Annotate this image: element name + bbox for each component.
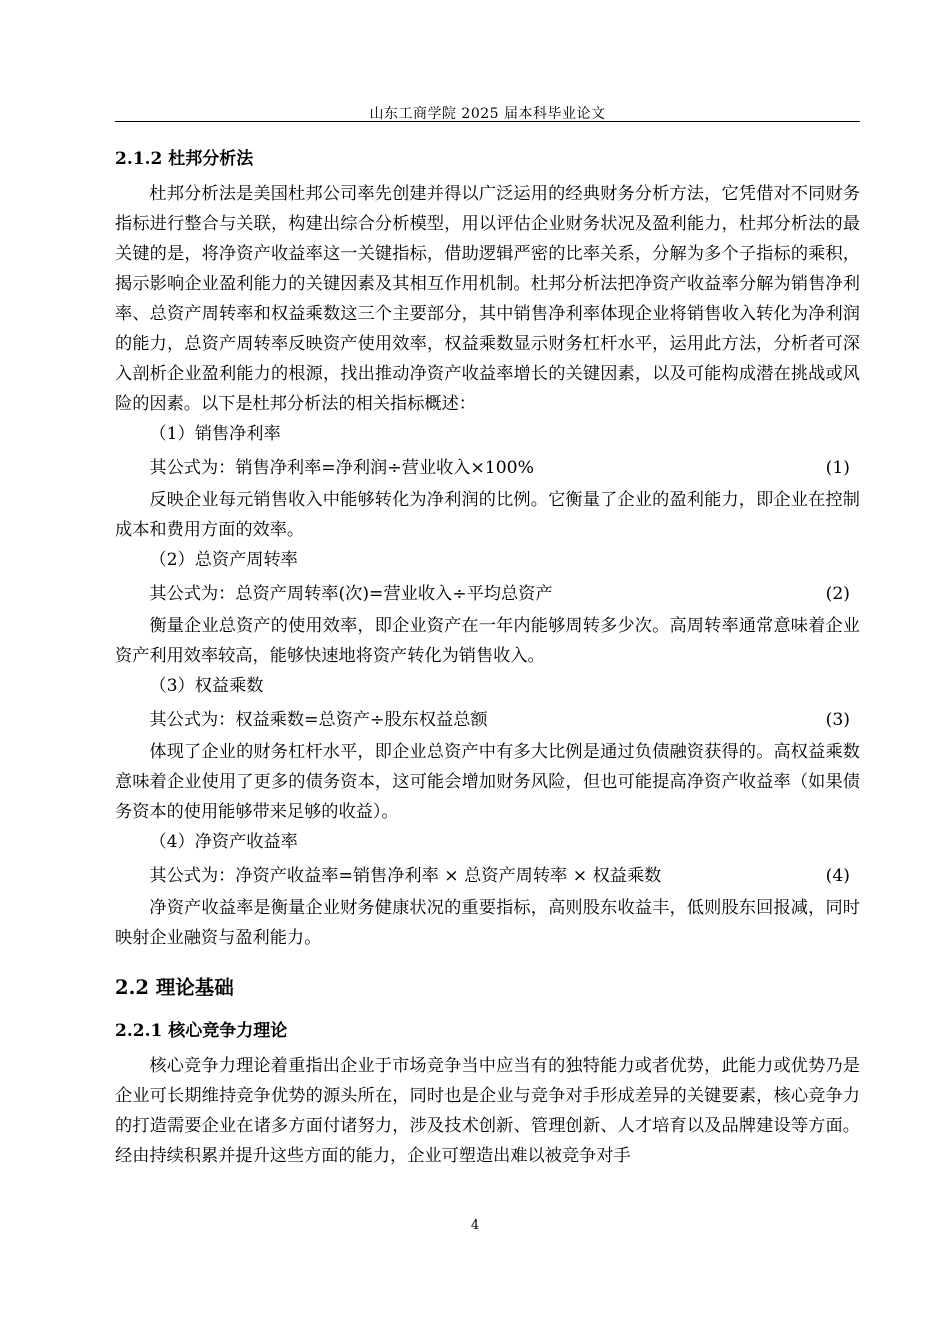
item-label: （1）销售净利率 xyxy=(149,424,281,444)
item-label: （4）净资产收益率 xyxy=(149,832,298,852)
formula-text: 其公式为：销售净利率=净利润÷营业收入×100% xyxy=(149,458,534,478)
formula-number: (4) xyxy=(825,866,850,886)
formula-number: (3) xyxy=(825,710,850,730)
formula-number: (2) xyxy=(825,584,850,604)
section-heading-2-2: 2.2 理论基础 xyxy=(115,976,234,999)
formula-row xyxy=(115,861,860,891)
core-competence-paragraph: 核心竞争力理论着重指出企业于市场竞争当中应当有的独特能力或者优势，此能力或优势乃是企业可长期维持竞争优势的源头所在，同时也是企业与竞争对手形成差异的关键要素，核心竞争力的打造需要企业在诸多方面付诸努力，涉及技术创新、管理创新、人才培育以及品牌建设等方面。经由持续积累并提升这些方面的能力，企业可塑造出难以被竞争对手 xyxy=(115,1056,860,1166)
item-description: 体现了企业的财务杠杆水平，即企业总资产中有多大比例是通过负债融资获得的。高权益乘数意味着企业使用了更多的债务资本，这可能会增加财务风险，但也可能提高净资产收益率（如果债务资本的使用能够带来足够的收益）。 xyxy=(115,742,860,822)
formula-row xyxy=(115,453,860,483)
page-number: 4 xyxy=(470,1218,480,1233)
section-heading-2-2-1: 2.2.1 核心竞争力理论 xyxy=(115,1021,288,1041)
formula-row xyxy=(115,705,860,735)
item-label: （3）权益乘数 xyxy=(149,676,264,696)
intro-paragraph: 杜邦分析法是美国杜邦公司率先创建并得以广泛运用的经典财务分析方法，它凭借对不同财务指标进行整合与关联，构建出综合分析模型，用以评估企业财务状况及盈利能力，杜邦分析法的最关键的是，将净资产收益率这一关键指标，借助逻辑严密的比率关系，分解为多个子指标的乘积，揭示影响企业盈利能力的关键因素及其相互作用机制。杜邦分析法把净资产收益率分解为销售净利率、总资产周转率和权益乘数这三个主要部分，其中销售净利率体现企业将销售收入转化为净利润的能力，总资产周转率反映资产使用效率，权益乘数显示财务杠杆水平，运用此方法，分析者可深入剖析企业盈利能力的根源，找出推动净资产收益率增长的关键因素，以及可能构成潜在挑战或风险的因素。以下是杜邦分析法的相关指标概述： xyxy=(115,184,860,414)
formula-text: 其公式为：权益乘数=总资产÷股东权益总额 xyxy=(149,710,488,730)
formula-text: 其公式为：净资产收益率=销售净利率 × 总资产周转率 × 权益乘数 xyxy=(149,866,662,886)
item-description: 反映企业每元销售收入中能够转化为净利润的比例。它衡量了企业的盈利能力，即企业在控制成本和费用方面的效率。 xyxy=(115,490,860,540)
item-label: （2）总资产周转率 xyxy=(149,550,298,570)
item-description: 净资产收益率是衡量企业财务健康状况的重要指标，高则股东收益丰，低则股东回报减，同时映射企业融资与盈利能力。 xyxy=(115,898,860,948)
formula-number: (1) xyxy=(825,458,850,478)
header-rule xyxy=(115,121,860,122)
item-description: 衡量企业总资产的使用效率，即企业资产在一年内能够周转多少次。高周转率通常意味着企业资产利用效率较高，能够快速地将资产转化为销售收入。 xyxy=(115,616,860,666)
formula-row xyxy=(115,579,860,609)
page-header: 山东工商学院 2025 届本科毕业论文 xyxy=(369,106,606,122)
formula-text: 其公式为：总资产周转率(次)=营业收入÷平均总资产 xyxy=(149,584,553,604)
section-heading-2-1-2: 2.1.2 杜邦分析法 xyxy=(115,149,254,169)
body-text xyxy=(115,143,860,1171)
